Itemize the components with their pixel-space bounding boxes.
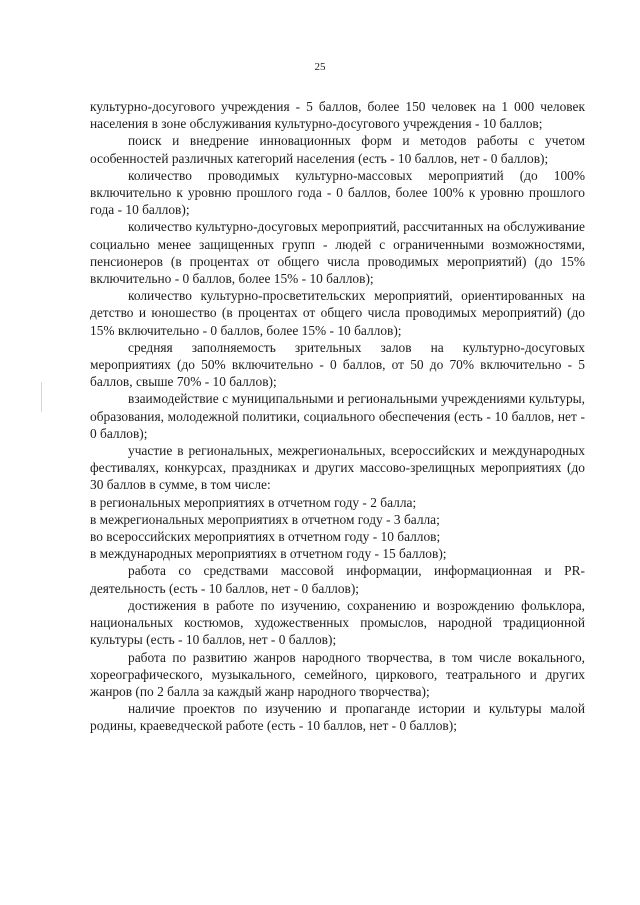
page-number: 25 <box>314 61 326 73</box>
document-body <box>90 98 585 735</box>
paragraph-media-pr: работа со средствами массовой информации, информационная и PR-деятельность (есть - 10 баллов, нет - 0 баллов); <box>90 563 585 596</box>
scan-margin-mark <box>41 382 42 412</box>
list-item-all-russian: во всероссийских мероприятиях в отчетном году - 10 баллов; <box>90 529 441 545</box>
paragraph-hall-occupancy: средняя заполняемость зрительных залов на культурно-досуговых мероприятиях (до 50% включительно - 0 баллов, от 50 до 70% включительно - 5 баллов, свыше 70% - 10 баллов); <box>90 339 585 390</box>
list-item-international: в международных мероприятиях в отчетном году - 15 баллов); <box>90 546 447 562</box>
paragraph-folk-genres: работа по развитию жанров народного творчества, в том числе вокального, хореографического, музыкального, семейного, циркового, театрального и других жанров (по 2 балла за каждый жанр народного творчества); <box>90 649 585 699</box>
list-item-regional: в региональных мероприятиях в отчетном году - 2 балла; <box>90 494 417 510</box>
paragraph-continuation: культурно-досугового учреждения - 5 баллов, более 150 человек на 1 000 человек населения в зоне обслуживания культурно-досугового учреждения - 10 баллов; <box>90 99 585 132</box>
paragraph-local-history: наличие проектов по изучению и пропаганде истории и культуры малой родины, краеведческой работе (есть - 10 баллов, нет - 0 баллов); <box>90 701 585 734</box>
paragraph-youth-events: количество культурно-просветительских мероприятий, ориентированных на детство и юношество (в процентах от общего числа проводимых мероприятий) (до 15% включительно - 0 баллов, более 15% - 10 баллов); <box>90 288 585 338</box>
paragraph-innovative-forms: поиск и внедрение инновационных форм и методов работы с учетом особенностей различных категорий населения (есть - 10 баллов, нет - 0 баллов); <box>90 133 585 166</box>
paragraph-mass-events: количество проводимых культурно-массовых мероприятий (до 100% включительно к уровню прошлого года - 0 баллов, более 100% к уровню прошлого года - 10 баллов); <box>90 167 585 218</box>
paragraph-vulnerable-groups: количество культурно-досуговых мероприятий, рассчитанных на обслуживание социально менее защищенных групп - людей с ограниченными возможностями, пенсионеров (в процентах от общего числа проводимых мероприятий) (до 15% включительно - 0 баллов, более 15% - 10 баллов); <box>90 219 585 287</box>
list-item-interregional: в межрегиональных мероприятиях в отчетном году - 3 балла; <box>90 511 440 527</box>
paragraph-festival-participation: участие в региональных, межрегиональных, всероссийских и международных фестивалях, конкурсах, праздниках и других массово-зрелищных мероприятиях (до 30 баллов в сумме, в том числе: <box>90 443 585 493</box>
paragraph-folklore: достижения в работе по изучению, сохранению и возрождению фольклора, национальных костюмов, художественных промыслов, народной традиционной культуры (есть - 10 баллов, нет - 0 баллов); <box>90 597 585 648</box>
paragraph-interaction: взаимодействие с муниципальными и региональными учреждениями культуры, образования, молодежной политики, социального обеспечения (есть - 10 баллов, нет - 0 баллов); <box>90 391 585 441</box>
